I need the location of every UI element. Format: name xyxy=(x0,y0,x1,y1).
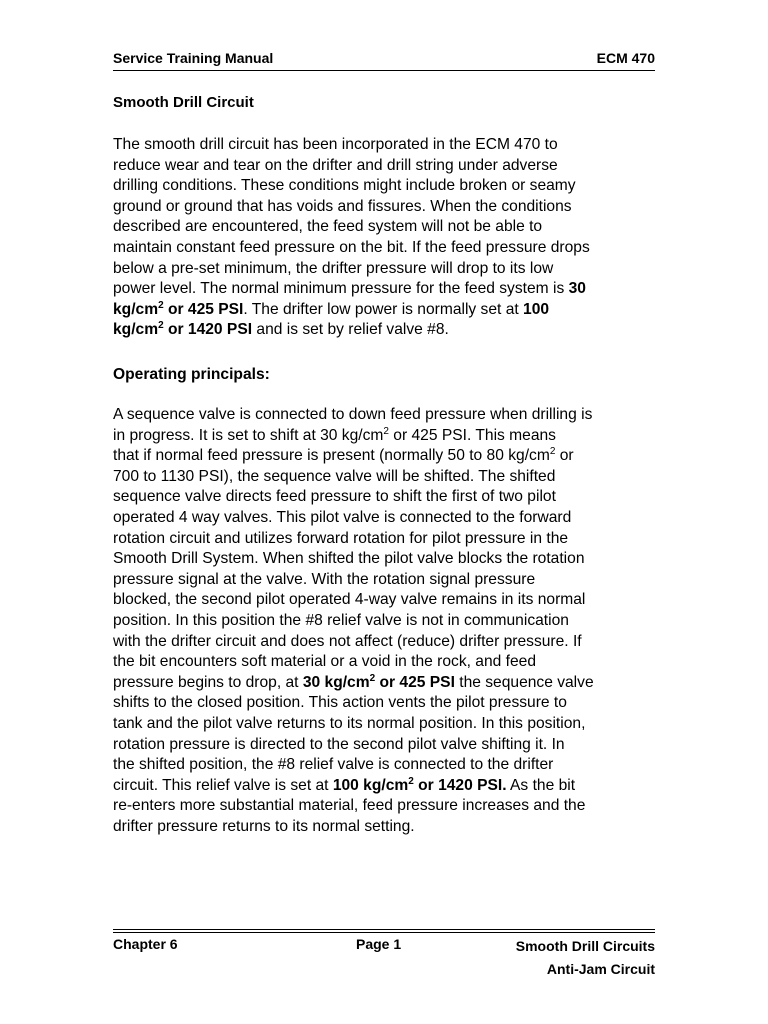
text-run: described are encountered, the feed system will not be able to xyxy=(113,218,543,236)
text-run: circuit. This relief valve is set at xyxy=(113,776,333,794)
text-run: the sequence valve xyxy=(454,673,594,691)
superscript: 2 xyxy=(369,672,376,684)
text-run: As the bit xyxy=(506,776,576,794)
text-run: drifter pressure returns to its normal setting. xyxy=(113,817,415,835)
text-run: drilling conditions. These conditions might include broken or seamy xyxy=(113,177,576,195)
header-manual-title: Service Training Manual xyxy=(113,50,274,66)
bold-text: kg/cm xyxy=(113,300,159,318)
text-line xyxy=(113,817,673,838)
text-run: The smooth drill circuit has been incorporated in the ECM 470 to xyxy=(113,136,558,153)
text-run: reduce wear and tear on the drifter and drill string under adverse xyxy=(113,156,558,174)
text-line xyxy=(113,238,673,259)
text-run: and is set by relief valve #8. xyxy=(252,321,449,339)
text-run: rotation circuit and utilizes forward rotation for pilot pressure in the xyxy=(113,529,569,547)
bold-text: 30 kg/cm xyxy=(302,673,370,691)
text-line xyxy=(113,467,673,488)
text-run: pressure signal at the valve. With the rotation signal pressure xyxy=(113,570,536,588)
text-run: position. In this position the #8 relief valve is not in communication xyxy=(113,611,569,629)
text-line xyxy=(113,405,673,426)
text-line xyxy=(113,652,673,673)
text-line xyxy=(113,776,673,797)
bold-text: 100 kg/cm xyxy=(332,776,409,794)
text-run: that if normal feed pressure is present (normally 50 to 80 kg/cm xyxy=(113,447,550,465)
text-run: 700 to 1130 PSI), the sequence valve will be shifted. The shifted xyxy=(113,467,556,485)
bold-text: or 425 PSI xyxy=(375,673,455,691)
text-line xyxy=(113,279,673,300)
page-header xyxy=(113,49,655,67)
text-line xyxy=(113,673,673,694)
text-run: re-enters more substantial material, feed pressure increases and the xyxy=(113,797,586,815)
text-line xyxy=(113,446,673,467)
footer-divider-top xyxy=(113,929,655,930)
intro-paragraph xyxy=(113,135,673,341)
text-line xyxy=(113,508,673,529)
text-line xyxy=(113,590,673,611)
text-line xyxy=(113,176,673,197)
bold-text: 30 xyxy=(568,280,586,298)
text-run: blocked, the second pilot operated 4-way valve remains in its normal xyxy=(113,591,586,609)
bold-text: or 1420 PSI. xyxy=(413,776,507,794)
bold-text: kg/cm xyxy=(113,321,159,339)
text-line xyxy=(113,735,673,756)
text-line xyxy=(113,217,673,238)
superscript: 2 xyxy=(549,446,556,458)
text-line xyxy=(113,796,673,817)
text-run: the shifted position, the #8 relief valve is connected to the drifter xyxy=(113,756,554,774)
bold-text: or 425 PSI xyxy=(163,300,244,318)
text-run: tank and the pilot valve returns to its normal position. In this position, xyxy=(113,714,586,732)
text-line xyxy=(113,755,673,776)
footer-section-secondary: Anti-Jam Circuit xyxy=(546,960,655,977)
footer-divider-bottom xyxy=(113,932,655,933)
text-run: Smooth Drill System. When shifted the pilot valve blocks the rotation xyxy=(113,550,585,568)
text-line xyxy=(113,611,673,632)
text-run: or 425 PSI. This means xyxy=(388,426,556,444)
footer-chapter: Chapter 6 xyxy=(113,936,178,952)
operating-paragraph xyxy=(113,405,673,837)
text-line xyxy=(113,300,673,321)
header-divider xyxy=(113,70,655,71)
text-run: pressure begins to drop, at xyxy=(113,673,303,691)
text-run: with the drifter circuit and does not affect (reduce) drifter pressure. If xyxy=(113,632,582,650)
text-run: shifts to the closed position. This action vents the pilot pressure to xyxy=(113,694,567,712)
text-line xyxy=(113,426,673,447)
text-run: power level. The normal minimum pressure for the feed system is xyxy=(113,280,569,298)
superscript: 2 xyxy=(158,299,164,311)
text-line xyxy=(113,570,673,591)
text-run: ground or ground that has voids and fissures. When the conditions xyxy=(113,197,572,215)
superscript: 2 xyxy=(158,320,164,332)
text-line xyxy=(113,259,673,280)
text-line xyxy=(113,693,673,714)
footer-section-primary: Smooth Drill Circuits xyxy=(515,938,655,954)
operating-principals-heading: Operating principals: xyxy=(113,366,270,383)
text-run: maintain constant feed pressure on the bit. If the feed pressure drops xyxy=(113,238,590,256)
text-line xyxy=(113,529,673,550)
text-line xyxy=(113,714,673,735)
text-line xyxy=(113,156,673,177)
text-run: below a pre-set minimum, the drifter pressure will drop to its low xyxy=(113,259,554,277)
text-line xyxy=(113,632,673,653)
text-line xyxy=(113,549,673,570)
text-run: . The drifter low power is normally set at xyxy=(243,300,524,318)
footer-section-names xyxy=(516,935,655,980)
text-run: in progress. It is set to shift at 30 kg/cm xyxy=(113,426,384,444)
header-model: ECM 470 xyxy=(596,50,655,66)
footer-page-number: Page 1 xyxy=(356,936,402,952)
text-run: the bit encounters soft material or a void in the rock, and feed xyxy=(113,653,537,671)
text-run: operated 4 way valves. This pilot valve is connected to the forward xyxy=(113,508,572,526)
bold-text: or 1420 PSI xyxy=(163,321,253,339)
text-run: or xyxy=(555,447,574,465)
text-line xyxy=(113,487,673,508)
text-line xyxy=(113,135,673,156)
text-line xyxy=(113,197,673,218)
section-title: Smooth Drill Circuit xyxy=(113,94,254,111)
text-line xyxy=(113,320,673,341)
text-run: sequence valve directs feed pressure to shift the first of two pilot xyxy=(113,488,556,506)
bold-text: 100 xyxy=(523,300,550,318)
superscript: 2 xyxy=(383,425,389,437)
text-run: rotation pressure is directed to the second pilot valve shifting it. In xyxy=(113,735,565,753)
text-run: A sequence valve is connected to down feed pressure when drilling is xyxy=(113,406,593,423)
superscript: 2 xyxy=(408,775,414,787)
